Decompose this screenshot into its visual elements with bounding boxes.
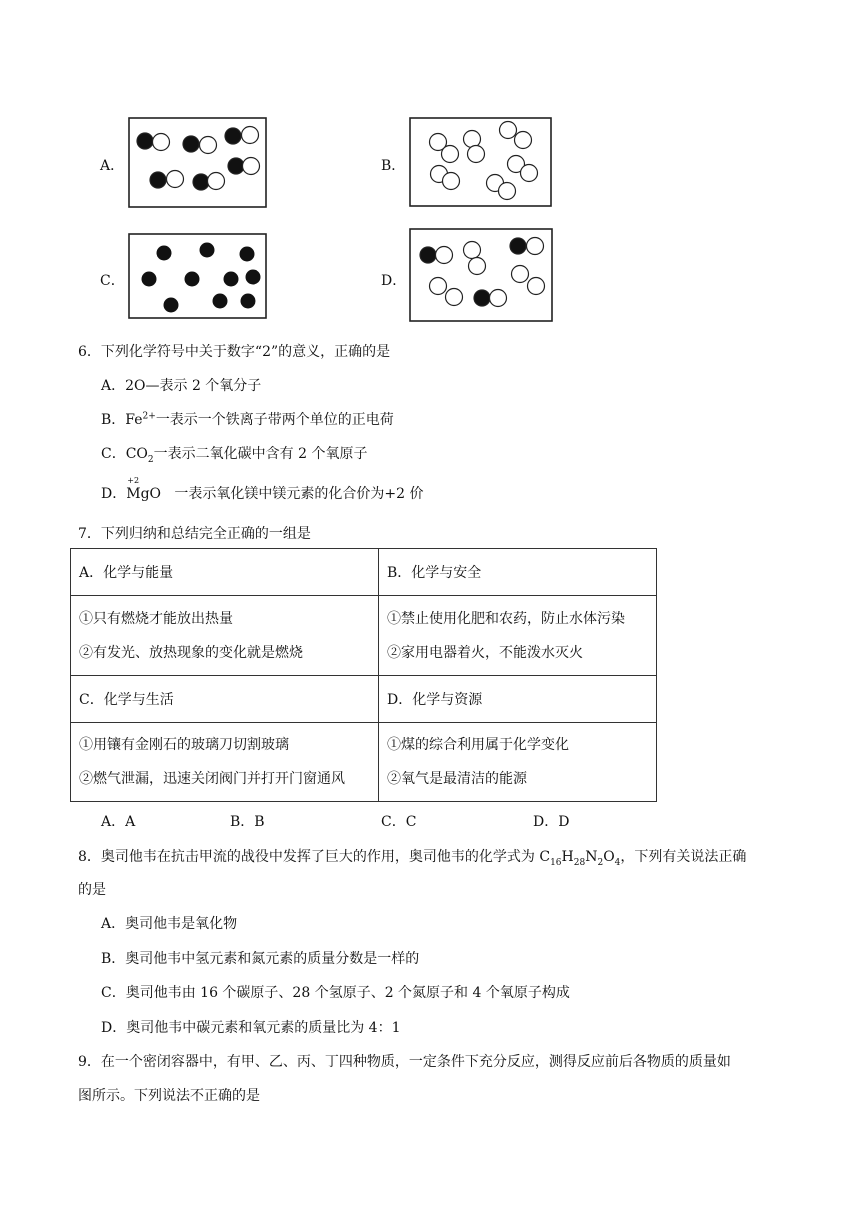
q8-option-a: A．奥司他韦是氧化物 [101,916,238,932]
black-atom [150,172,166,188]
white-atom [528,278,545,295]
q6-stem: 6．下列化学符号中关于数字“2”的意义，正确的是 [78,344,391,360]
q6-option-d: D． +2 MgO 一表示氧化镁中镁元素的化合价为+2 价 [101,476,424,502]
q7-a-items: ①只有燃烧才能放出热量 ②有发光、放热现象的变化就是燃烧 [71,596,379,676]
black-atom [185,272,200,287]
white-atom [167,171,184,188]
q7-d-items: ①煤的综合利用属于化学变化 ②氧气是最清洁的能源 [379,723,657,802]
black-atom [474,290,490,306]
q6-option-c: C．$CO_2$一表示二氧化碳中含有 2 个氧原子 [101,446,368,465]
q7-b-head: B．化学与安全 [379,549,657,596]
diagram-b [409,117,552,207]
white-atom [464,242,481,259]
q8-stem-line2: 的是 [78,882,106,898]
q8-option-d: D．奥司他韦中碳元素和氧元素的质量比为 4：1 [101,1020,401,1036]
white-atom [521,165,538,182]
diagram-a [128,117,267,208]
q7-c-head: C．化学与生活 [71,676,379,723]
q6-option-b: B．$Fe^{2+}$一表示一个铁离子带两个单位的正电荷 [101,411,394,428]
black-atom [157,246,172,261]
white-atom [242,127,259,144]
white-atom [527,238,544,255]
black-atom [228,158,244,174]
white-atom [200,137,217,154]
white-atom [436,247,453,264]
diagram-c-label: C． [100,273,125,289]
white-atom [153,134,170,151]
valence-symbol: +2 M [126,476,141,502]
white-atom [469,258,486,275]
white-atom [443,173,460,190]
white-atom [442,146,459,163]
q7-a-head: A．化学与能量 [71,549,379,596]
q7-table [70,548,657,802]
q9-stem-line1: 9．在一个密闭容器中，有甲、乙、丙、丁四种物质，一定条件下充分反应，测得反应前后各物质的质量如 [78,1054,731,1070]
q7-option-d: D．D [533,814,570,830]
black-atom [420,247,436,263]
q7-option-a: A．A [101,814,136,830]
white-atom [464,131,481,148]
q7-stem: 7．下列归纳和总结完全正确的一组是 [78,526,311,542]
q8-option-c: C．奥司他韦由 16 个碳原子、28 个氢原子、2 个氮原子和 4 个氧原子构成 [101,985,570,1001]
q6-option-a: A．2O—表示 2 个氧分子 [101,378,262,394]
white-atom [446,289,463,306]
white-atom [243,158,260,175]
white-atom [490,290,507,307]
black-atom [137,133,153,149]
black-atom [241,294,256,309]
q8-stem-line1: 8．奥司他韦在抗击甲流的战役中发挥了巨大的作用，奥司他韦的化学式为 $C_{16}H_{28}N_2O_4$，下列有关说法正确 [78,849,747,868]
black-atom [213,294,228,309]
black-atom [240,247,255,262]
white-atom [499,183,516,200]
white-atom [500,122,517,139]
white-atom [512,266,529,283]
black-atom [200,243,215,258]
diagram-d-label: D． [381,273,407,289]
black-atom [164,298,179,313]
black-atom [142,272,157,287]
q7-option-c: C．C [381,814,417,830]
q8-option-b: B．奥司他韦中氢元素和氮元素的质量分数是一样的 [101,951,420,967]
q7-d-head: D．化学与资源 [379,676,657,723]
diagram-c [128,233,267,319]
diagram-d [409,228,553,322]
white-atom [468,146,485,163]
q7-c-items: ①用镶有金刚石的玻璃刀切割玻璃 ②燃气泄漏，迅速关闭阀门并打开门窗通风 [71,723,379,802]
black-atom [224,272,239,287]
diagram-a-label: A． [100,158,125,174]
white-atom [208,173,225,190]
black-atom [225,128,241,144]
q7-b-items: ①禁止使用化肥和农药，防止水体污染 ②家用电器着火，不能泼水灭火 [379,596,657,676]
black-atom [246,270,261,285]
white-atom [430,278,447,295]
black-atom [183,136,199,152]
black-atom [510,238,526,254]
black-atom [193,174,209,190]
q9-stem-line2: 图所示。下列说法不正确的是 [78,1088,260,1104]
diagram-b-label: B． [381,158,406,174]
q7-option-b: B．B [230,814,265,830]
white-atom [515,132,532,149]
